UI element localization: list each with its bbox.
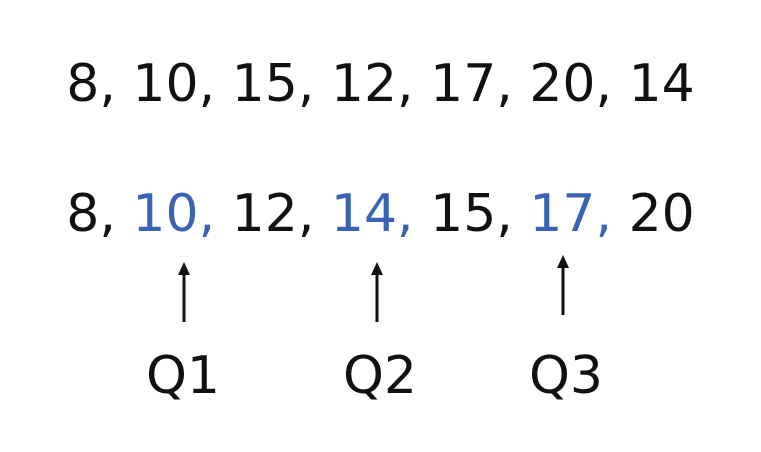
separator: ,: [397, 54, 431, 114]
sorted-value: 20: [628, 184, 695, 244]
original-value: 10: [132, 54, 199, 114]
original-value: 8: [66, 54, 100, 114]
original-value: 17: [430, 54, 497, 114]
separator: [612, 184, 629, 244]
q3-label: Q3: [528, 346, 604, 406]
original-value: 14: [628, 54, 695, 114]
sorted-value: 12: [231, 184, 298, 244]
original-value: 15: [231, 54, 298, 114]
separator: ,: [99, 54, 133, 114]
original-sequence: [0, 54, 761, 114]
sorted-value: 8: [66, 184, 100, 244]
up-arrow-icon-q1: [176, 262, 192, 322]
separator: ,: [496, 184, 530, 244]
up-arrow-icon-q2: [369, 262, 385, 322]
up-arrow-icon-q3: [555, 255, 571, 315]
original-value: 20: [529, 54, 596, 114]
separator: [215, 184, 232, 244]
q1-label: Q1: [145, 346, 221, 406]
q2-label: Q2: [342, 346, 418, 406]
separator: ,: [198, 54, 232, 114]
sorted-value: 15: [430, 184, 497, 244]
original-value: 12: [330, 54, 398, 114]
separator: ,: [595, 54, 629, 114]
sorted-sequence: [0, 184, 761, 244]
sorted-value-q2: 14,: [330, 184, 414, 244]
separator: ,: [297, 184, 331, 244]
separator: ,: [99, 184, 133, 244]
separator: [414, 184, 431, 244]
separator: ,: [297, 54, 331, 114]
sorted-value-q3: 17,: [529, 184, 613, 244]
sorted-value-q1: 10,: [132, 184, 216, 244]
separator: ,: [496, 54, 530, 114]
